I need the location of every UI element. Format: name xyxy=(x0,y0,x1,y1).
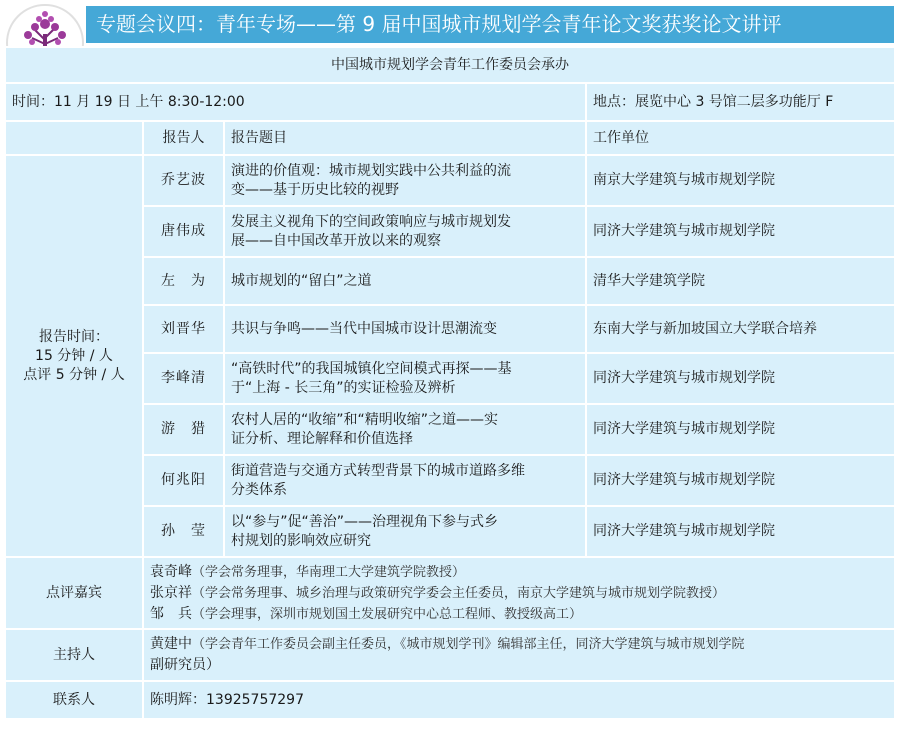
contact-label: 联系人 xyxy=(5,681,143,719)
talk-topic: 发展主义视角下的空间政策响应与城市规划发 展——自中国改革开放以来的观察 xyxy=(224,206,586,257)
reviewer-item: 袁奇峰（学会常务理事，华南理工大学建筑学院教授） xyxy=(150,563,466,580)
talk-topic: “高铁时代”的我国城镇化空间模式再探——基 于“上海 - 长三角”的实证检验及辨析 xyxy=(224,353,586,404)
speaker-unit: 东南大学与新加坡国立大学联合培养 xyxy=(586,305,895,353)
speaker-name: 刘晋华 xyxy=(143,305,224,353)
session-location: 地点：展览中心 3 号馆二层多功能厅 F xyxy=(586,83,895,121)
speaker-unit: 同济大学建筑与城市规划学院 xyxy=(586,455,895,506)
reviewers-cell xyxy=(143,557,895,629)
review-time-duration: 点评 5 分钟 / 人 xyxy=(23,366,125,383)
speaker-name: 左 为 xyxy=(143,257,224,305)
speaker-name: 乔艺波 xyxy=(143,155,224,206)
talk-topic: 演进的价值观：城市规划实践中公共利益的流 变——基于历史比较的视野 xyxy=(224,155,586,206)
host-label: 主持人 xyxy=(5,629,143,681)
speaker-unit: 清华大学建筑学院 xyxy=(586,257,895,305)
speaker-name: 何兆阳 xyxy=(143,455,224,506)
speaker-name: 李峰清 xyxy=(143,353,224,404)
session-title: 专题会议四：青年专场——第 9 届中国城市规划学会青年论文奖获奖论文讲评 xyxy=(86,6,894,43)
speaker-unit: 南京大学建筑与城市规划学院 xyxy=(586,155,895,206)
schedule-table xyxy=(4,46,896,720)
host-role: （学会青年工作委员会副主任委员，《城市规划学刊》编辑部主任，同济大学建筑与城市规划学院 xyxy=(192,637,745,652)
talk-topic: 城市规划的“留白”之道 xyxy=(224,257,586,305)
host-cell xyxy=(143,629,895,681)
contact-value: 陈明辉：13925757297 xyxy=(143,681,895,719)
talk-topic: 以“参与”促“善治”——治理视角下参与式乡 村规划的影响效应研究 xyxy=(224,506,586,557)
report-time-label: 报告时间： xyxy=(39,328,109,345)
organizer-text: 中国城市规划学会青年工作委员会承办 xyxy=(5,47,895,83)
reviewer-item: 邹 兵（学会理事，深圳市规划国土发展研究中心总工程师、教授级高工） xyxy=(150,605,583,622)
speaker-name: 游 猎 xyxy=(143,404,224,455)
talk-topic: 街道营造与交通方式转型背景下的城市道路多维 分类体系 xyxy=(224,455,586,506)
speaker-unit: 同济大学建筑与城市规划学院 xyxy=(586,404,895,455)
talk-topic: 农村人居的“收缩”和“精明收缩”之道——实 证分析、理论解释和价值选择 xyxy=(224,404,586,455)
speaker-unit: 同济大学建筑与城市规划学院 xyxy=(586,206,895,257)
report-time-duration: 15 分钟 / 人 xyxy=(35,347,113,364)
report-time-cell xyxy=(5,155,143,557)
session-time: 时间：11 月 19 日 上午 8:30-12:00 xyxy=(5,83,586,121)
reviewers-label: 点评嘉宾 xyxy=(5,557,143,629)
reviewer-item: 张京祥（学会常务理事、城乡治理与政策研究学委会主任委员，南京大学建筑与城市规划学院教授） xyxy=(150,584,726,601)
blank-header-cell xyxy=(5,121,143,155)
host-role-continued: 副研究员） xyxy=(150,657,220,673)
speaker-name: 孙 莹 xyxy=(143,506,224,557)
column-header-unit: 工作单位 xyxy=(586,121,895,155)
speaker-unit: 同济大学建筑与城市规划学院 xyxy=(586,353,895,404)
speaker-name: 唐伟成 xyxy=(143,206,224,257)
host-name: 黄建中 xyxy=(150,636,192,652)
talk-topic: 共识与争鸣——当代中国城市设计思潮流变 xyxy=(224,305,586,353)
column-header-topic: 报告题目 xyxy=(224,121,586,155)
speaker-unit: 同济大学建筑与城市规划学院 xyxy=(586,506,895,557)
column-header-speaker: 报告人 xyxy=(143,121,224,155)
